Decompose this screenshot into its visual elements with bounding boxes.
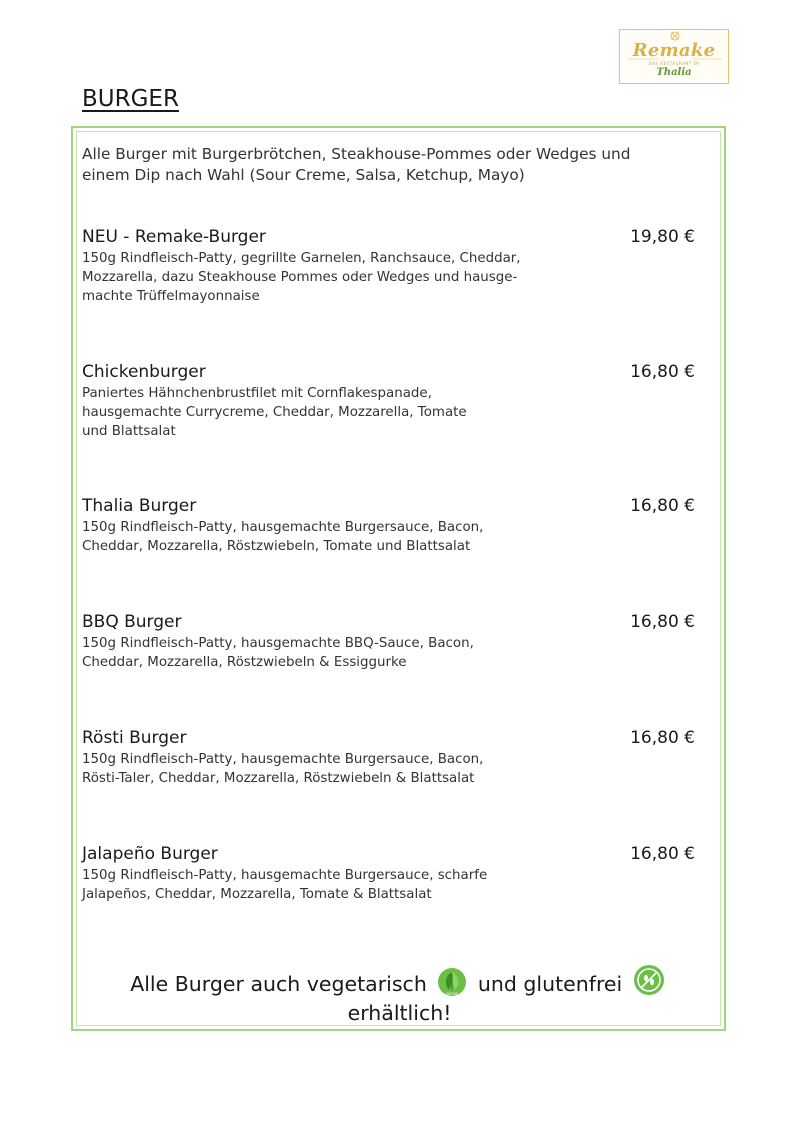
item-name: NEU - Remake-Burger [82, 227, 266, 247]
item-description-line: Rösti-Taler, Cheddar, Mozzarella, Röstzwiebeln & Blattsalat [82, 771, 475, 786]
item-description [82, 249, 572, 306]
item-description [82, 866, 572, 904]
page-title: BURGER [82, 86, 179, 112]
item-name: BBQ Burger [82, 612, 182, 632]
item-description-line: 150g Rindfleisch-Patty, hausgemachte Burgersauce, scharfe [82, 868, 488, 883]
logo-subtitle: DAS RESTAURANT IM [648, 61, 700, 66]
item-description [82, 634, 572, 672]
item-description-line: 150g Rindfleisch-Patty, hausgemachte Burgersauce, Bacon, [82, 520, 484, 535]
item-description-line: 150g Rindfleisch-Patty, hausgemachte Burgersauce, Bacon, [82, 752, 484, 767]
restaurant-logo [619, 29, 729, 84]
item-price: 16,80 € [630, 728, 695, 748]
footer-text-vegetarian: Alle Burger auch vegetarisch [130, 972, 427, 996]
item-description-line: machte Trüffelmayonnaise [82, 289, 260, 304]
veggie-label: VEGGIE [446, 992, 459, 996]
item-price: 16,80 € [630, 612, 695, 632]
item-description-line: Mozzarella, dazu Steakhouse Pommes oder Wedges und hausge- [82, 270, 518, 285]
item-description-line: 150g Rindfleisch-Patty, gegrillte Garnelen, Ranchsauce, Cheddar, [82, 251, 521, 266]
menu-item [82, 843, 702, 904]
menu-item [82, 361, 702, 441]
item-price: 19,80 € [630, 227, 695, 247]
item-price: 16,80 € [630, 362, 695, 382]
item-description [82, 750, 572, 788]
logo-thalia: Thalia [656, 67, 692, 78]
veggie-leaf-icon [437, 967, 467, 997]
item-description [82, 518, 572, 556]
item-description-line: hausgemachte Currycreme, Cheddar, Mozzarella, Tomate [82, 405, 467, 420]
menu-item [82, 727, 702, 788]
menu-item [82, 611, 702, 672]
footer-text-glutenfree: und glutenfrei [477, 972, 623, 996]
menu-item [82, 226, 702, 306]
item-description-line: Cheddar, Mozzarella, Röstzwiebeln, Tomate und Blattsalat [82, 539, 471, 554]
footer-text-available: erhältlich! [347, 1001, 452, 1025]
item-name: Chickenburger [82, 362, 206, 382]
item-name: Jalapeño Burger [82, 844, 218, 864]
item-price: 16,80 € [630, 496, 695, 516]
item-description-line: und Blattsalat [82, 424, 176, 439]
item-description-line: Cheddar, Mozzarella, Röstzwiebeln & Essiggurke [82, 655, 407, 670]
item-price: 16,80 € [630, 844, 695, 864]
item-description [82, 384, 572, 441]
intro-text: Alle Burger mit Burgerbrötchen, Steakhouse-Pommes oder Wedges und einem Dip nach Wahl (Sour Creme, Salsa, Ketchup, Mayo) [82, 145, 631, 184]
gluten-free-icon [633, 964, 665, 996]
footer-note [82, 964, 717, 1028]
item-name: Rösti Burger [82, 728, 187, 748]
item-description-line: Jalapeños, Cheddar, Mozzarella, Tomate & Blattsalat [82, 887, 432, 902]
item-description-line: Paniertes Hähnchenbrustfilet mit Cornflakespanade, [82, 386, 432, 401]
logo-wordmark: Remake [632, 40, 716, 61]
menu-item [82, 495, 702, 556]
item-description-line: 150g Rindfleisch-Patty, hausgemachte BBQ-Sauce, Bacon, [82, 636, 474, 651]
item-name: Thalia Burger [82, 496, 197, 516]
